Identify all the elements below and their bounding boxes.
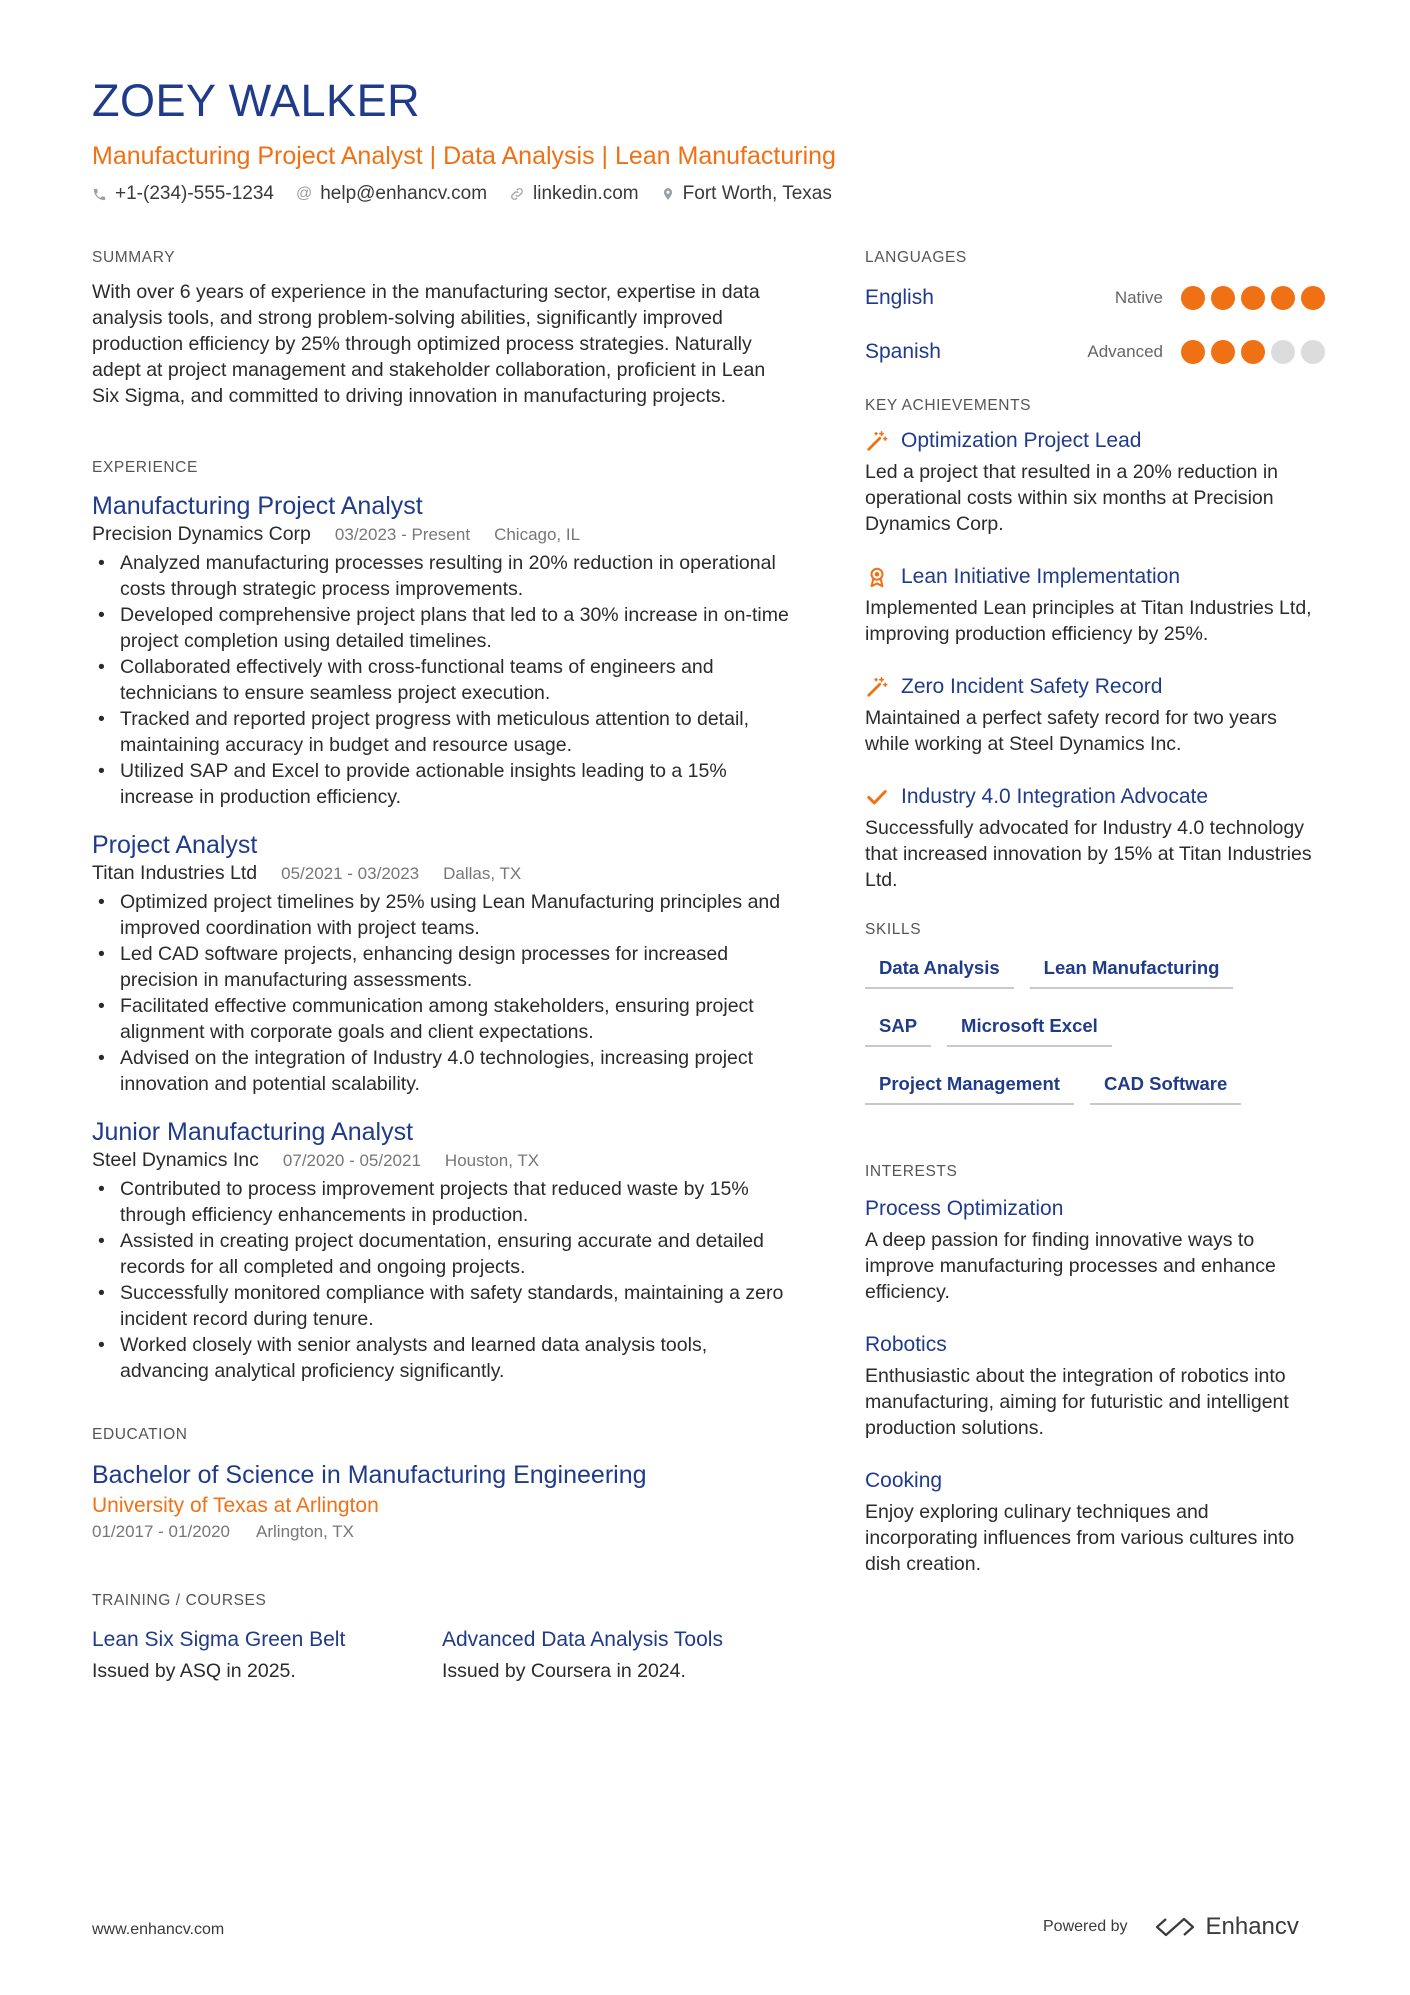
skill-tag: Microsoft Excel <box>947 1011 1112 1047</box>
interests-section <box>865 1163 1325 1577</box>
link-icon <box>509 186 525 202</box>
job-bullet: • Optimized project timelines by 25% using Lean Manufacturing principles and improved coordination with project teams. <box>92 889 792 941</box>
achievement-head <box>865 785 1325 809</box>
languages-heading: LANGUAGES <box>865 249 967 266</box>
achievement-item <box>865 785 1325 893</box>
rating-dot <box>1301 340 1325 364</box>
education-school: University of Texas at Arlington <box>92 1494 379 1517</box>
education-heading: EDUCATION <box>92 1426 188 1443</box>
checkmark-icon <box>865 785 889 809</box>
job-company: Titan Industries Ltd <box>92 862 258 884</box>
job-bullet: • Led CAD software projects, enhancing design processes for increased precision in manufacturing assessments. <box>92 941 792 993</box>
education-degree: Bachelor of Science in Manufacturing Engineering <box>92 1461 647 1489</box>
language-rating <box>1175 340 1325 364</box>
interest-item <box>865 1467 1325 1577</box>
contact-bar <box>92 183 1322 205</box>
languages-section <box>865 249 1325 367</box>
at-icon: @ <box>295 185 313 202</box>
experience-entry <box>92 830 792 1097</box>
job-meta <box>92 523 792 546</box>
skill-list <box>865 953 1305 1127</box>
achievement-item <box>865 565 1325 647</box>
job-bullet: • Assisted in creating project documentation, ensuring accurate and detailed records for all completed and ongoing projects. <box>92 1228 792 1280</box>
powered-by-label: Powered by <box>1043 1918 1128 1935</box>
contact-phone-text: +1-(234)-555-1234 <box>115 183 274 204</box>
skill-tag: Data Analysis <box>865 953 1014 989</box>
skill-tag: Lean Manufacturing <box>1030 953 1234 989</box>
education-dates: 01/2017 - 01/2020 <box>92 1522 231 1541</box>
education-section <box>92 1426 792 1542</box>
experience-entry <box>92 1117 792 1384</box>
skills-heading: SKILLS <box>865 921 922 938</box>
job-bullet: • Tracked and reported project progress with meticulous attention to detail, maintaining accuracy in budget and resource usage. <box>92 706 792 758</box>
language-rating <box>1175 286 1325 310</box>
rating-dot <box>1211 340 1235 364</box>
job-bullet: • Developed comprehensive project plans that led to a 30% increase in on-time project completion using detailed timelines. <box>92 602 792 654</box>
experience-entry <box>92 491 792 810</box>
contact-phone <box>92 183 274 205</box>
course-item <box>442 1626 792 1683</box>
language-level: Native <box>1114 288 1163 307</box>
skill-tag: Project Management <box>865 1069 1074 1105</box>
achievement-head <box>865 565 1325 589</box>
achievements-heading: KEY ACHIEVEMENTS <box>865 397 1032 414</box>
achievement-desc: Led a project that resulted in a 20% reduction in operational costs within six months at Precision Dynamics Corp. <box>865 461 1279 535</box>
achievement-desc: Successfully advocated for Industry 4.0 technology that increased innovation by 15% at Titan Industries Ltd. <box>865 817 1312 891</box>
achievement-title: Lean Initiative Implementation <box>901 565 1180 588</box>
skills-section <box>865 921 1325 1127</box>
job-title: Project Analyst <box>92 831 258 859</box>
interest-title: Process Optimization <box>865 1197 1064 1220</box>
achievement-item <box>865 429 1325 537</box>
left-column <box>92 249 792 1683</box>
language-row <box>865 337 1325 367</box>
location-icon <box>661 186 675 202</box>
enhancv-logo-icon <box>1154 1916 1198 1938</box>
footer-website[interactable]: www.enhancv.com <box>92 1921 225 1938</box>
contact-email-text[interactable]: help@enhancv.com <box>320 183 488 204</box>
rating-dot <box>1271 286 1295 310</box>
candidate-name: ZOEY WALKER <box>92 75 421 126</box>
rating-dot <box>1211 286 1235 310</box>
footer-powered <box>1043 1913 1299 1941</box>
experience-heading: EXPERIENCE <box>92 459 198 476</box>
course-list <box>92 1626 792 1683</box>
award-ribbon-icon <box>865 565 889 589</box>
job-bullets <box>92 889 792 1097</box>
job-bullets <box>92 1176 792 1384</box>
rating-dot <box>1181 340 1205 364</box>
achievement-title: Optimization Project Lead <box>901 429 1142 452</box>
rating-dot <box>1181 286 1205 310</box>
job-company: Precision Dynamics Corp <box>92 523 311 545</box>
magic-wand-icon <box>865 675 889 699</box>
job-bullet: • Worked closely with senior analysts and learned data analysis tools, advancing analytical proficiency significantly. <box>92 1332 792 1384</box>
skill-tag: CAD Software <box>1090 1069 1241 1105</box>
course-title: Advanced Data Analysis Tools <box>442 1628 723 1651</box>
contact-location <box>661 183 832 205</box>
job-bullet: • Utilized SAP and Excel to provide actionable insights leading to a 15% increase in production efficiency. <box>92 758 792 810</box>
enhancv-logo[interactable] <box>1154 1913 1299 1941</box>
job-location: Houston, TX <box>444 1151 540 1170</box>
summary-heading: SUMMARY <box>92 249 176 266</box>
job-bullet: • Successfully monitored compliance with safety standards, maintaining a zero incident record during tenure. <box>92 1280 792 1332</box>
candidate-tagline: Manufacturing Project Analyst | Data Analysis | Lean Manufacturing <box>92 142 836 170</box>
interest-item <box>865 1331 1325 1441</box>
resume-header <box>92 75 1322 205</box>
achievement-desc: Maintained a perfect safety record for two years while working at Steel Dynamics Inc. <box>865 707 1277 755</box>
interest-desc: A deep passion for finding innovative ways to improve manufacturing processes and enhance efficiency. <box>865 1229 1276 1303</box>
job-location: Chicago, IL <box>494 525 581 544</box>
job-meta <box>92 1149 792 1172</box>
job-location: Dallas, TX <box>443 864 522 883</box>
achievement-desc: Implemented Lean principles at Titan Industries Ltd, improving production efficiency by 25%. <box>865 597 1312 645</box>
skill-tag: SAP <box>865 1011 931 1047</box>
achievement-head <box>865 675 1325 699</box>
course-item <box>92 1626 442 1683</box>
right-column <box>865 249 1325 1603</box>
contact-linkedin[interactable] <box>509 183 639 205</box>
interest-desc: Enthusiastic about the integration of robotics into manufacturing, aiming for futuristic and intelligent production solutions. <box>865 1365 1289 1439</box>
interest-item <box>865 1195 1325 1305</box>
course-desc: Issued by ASQ in 2025. <box>92 1660 296 1682</box>
contact-email[interactable] <box>296 183 487 205</box>
job-meta <box>92 862 792 885</box>
language-name: Spanish <box>865 340 941 363</box>
job-bullet: • Contributed to process improvement projects that reduced waste by 15% through efficiency enhancements in production. <box>92 1176 792 1228</box>
achievement-head <box>865 429 1325 453</box>
job-company: Steel Dynamics Inc <box>92 1149 259 1171</box>
training-heading: TRAINING / COURSES <box>92 1592 267 1609</box>
rating-dot <box>1271 340 1295 364</box>
phone-icon <box>92 187 107 202</box>
education-location: Arlington, TX <box>256 1522 354 1541</box>
summary-section <box>92 249 792 409</box>
language-name: English <box>865 286 934 309</box>
achievement-title: Industry 4.0 Integration Advocate <box>901 785 1209 808</box>
experience-section <box>92 459 792 1384</box>
job-bullets <box>92 550 792 810</box>
job-bullet: • Facilitated effective communication among stakeholders, ensuring project alignment with corporate goals and client expectations. <box>92 993 792 1045</box>
training-section <box>92 1592 792 1683</box>
job-title: Manufacturing Project Analyst <box>92 492 423 520</box>
summary-text: With over 6 years of experience in the manufacturing sector, expertise in data analysis tools, and strong problem-solving abilities, significantly improved production efficiency by 25% through optimized process strategies. Naturally adept at project management and stakeholder collaboration, proficient in Lean Six Sigma, and committed to driving innovation in manufacturing projects. <box>92 281 766 407</box>
language-level: Advanced <box>1087 342 1163 361</box>
magic-wand-icon <box>865 429 889 453</box>
contact-linkedin-text[interactable]: linkedin.com <box>533 183 639 204</box>
job-bullet: • Analyzed manufacturing processes resulting in 20% reduction in operational costs through strategic process improvements. <box>92 550 792 602</box>
job-dates: 03/2023 - Present <box>334 525 471 544</box>
rating-dot <box>1241 286 1265 310</box>
interest-desc: Enjoy exploring culinary techniques and incorporating influences from various cultures into dish creation. <box>865 1501 1295 1575</box>
job-bullet: • Collaborated effectively with cross-functional teams of engineers and technicians to ensure seamless project execution. <box>92 654 792 706</box>
job-bullet: • Advised on the integration of Industry 4.0 technologies, increasing project innovation and potential scalability. <box>92 1045 792 1097</box>
job-dates: 05/2021 - 03/2023 <box>281 864 420 883</box>
job-dates: 07/2020 - 05/2021 <box>282 1151 421 1170</box>
rating-dot <box>1301 286 1325 310</box>
interests-heading: INTERESTS <box>865 1163 958 1180</box>
achievement-item <box>865 675 1325 757</box>
education-meta <box>92 1522 792 1542</box>
achievements-section <box>865 397 1325 893</box>
course-desc: Issued by Coursera in 2024. <box>442 1660 686 1682</box>
interest-title: Cooking <box>865 1469 943 1492</box>
enhancv-brand-text: Enhancv <box>1205 1913 1299 1940</box>
language-row <box>865 283 1325 313</box>
achievement-title: Zero Incident Safety Record <box>901 675 1163 698</box>
interest-title: Robotics <box>865 1333 947 1356</box>
contact-location-text: Fort Worth, Texas <box>682 183 832 204</box>
course-title: Lean Six Sigma Green Belt <box>92 1628 346 1651</box>
rating-dot <box>1241 340 1265 364</box>
job-title: Junior Manufacturing Analyst <box>92 1118 414 1146</box>
